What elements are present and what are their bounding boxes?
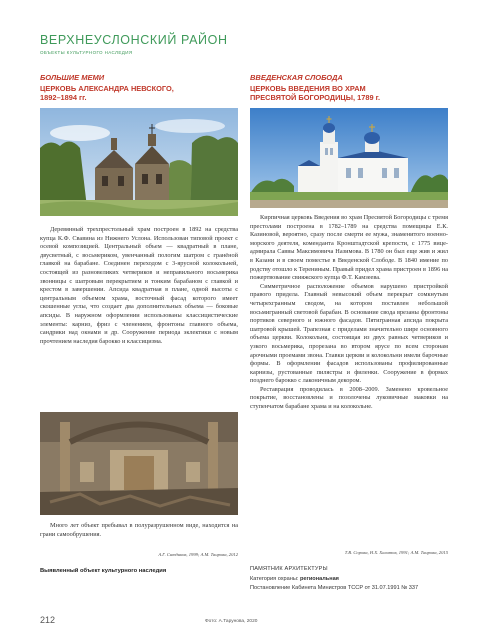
left-author-credit: А.Г. Ситдиков, 1999; А.М. Таирова, 2012 [158, 552, 238, 557]
monument-decree: Постановление Кабинета Министров ТССР от 31.07.1991 № 337 [250, 585, 419, 591]
section-title: ВЕРХНЕУСЛОНСКИЙ РАЙОН [40, 33, 228, 47]
heritage-status: Выявленный объект культурного наследия [40, 568, 167, 574]
section-subtitle: ОБЪЕКТЫ КУЛЬТУРНОГО НАСЛЕДИЯ [40, 50, 133, 55]
right-description [250, 214, 448, 412]
left-church-title-line2: 1892–1894 гг. [40, 93, 87, 102]
left-description-paragraph: Деревянный трехпрестольный храм построен в 1892 на средства купца К.Ф. Свавина из Нижнего Услона. Использован типовой проект с осевой композицией. Центральный объем — квадратный в плане, двусветный, с восьмериком, увенчанный пологим шатром с гранёной главкой на барабане. Соединен переходом с 3-ярусной колокольней, состоящей из разновеликих четвериков и неправильного восьмерика звонницы с шатровым перекрытием и тонким барабаном с главкой и крестом в завершении. Апсида квадратная в плане, одной высоты с центральным объемом храма, восточный фасад которого имеет скошенные углы, что создает два дополнительных объема — боковые апсиды. В наружном оформлении использованы классицистические элементы: карниз, фриз с членением, фронтоны главного объема, сандрики над окнами и др. Сооружение периода эклектики с новым прочтением наследия барокко и классицизма. [40, 226, 238, 345]
left-church-title [40, 84, 240, 102]
monument-category-value: региональная [300, 576, 339, 582]
left-caption-paragraph: Много лет объект пребывал в полуразрушенном виде, находится на грани самообрушения. [40, 522, 238, 538]
right-paragraph-1: Кирпичная церковь Введения во храм Пресвятой Богородицы с тремя престолами построена в 1782–1789 на средства помещицы Е.К. Казиновой, вероятно, сразу после смерти ее мужа, знаменитого военно-морского деятеля, коменданта Кронштадтской крепости, с 1775 вице-адмирала Саввы Максимовича Назимова. В 1780 он был еще жив и жил в Казани и в своем поместье в Введенской Слободе. В 1840 имение по родству отошло к Терениным. Правый придел храма пристроен в 1896 на пожертвование свияжского купца Ф.Т. Камзеева. [250, 214, 448, 282]
wooden-church-photo [40, 108, 238, 216]
right-paragraph-2: Симметричное расположение объемов нарушено пристройкой правого придела. Главный невысокий объем перекрыт сомкнутым четырехгранным сводом, на котором поставлен небольшой восьмигранный световой барабан. В основание свода врезаны фронтоны портиков северного и южного фасадов. Пятигранная апсида покрыта шатровой крышей. Трапезная с приделами значительно шире основного объема церкви. Колокольня, состоящая из двух равных четвериков и узкого восьмерика, прорезана во втором ярусе по всем сторонам арочными проемами звона. Главки церкви и колокольни имели барочные формы. В оформлении фасадов использованы профилированные карнизы, рустованные пилястры и филенки. Сооружение в формах позднего барокко с лаконичным декором. [250, 282, 448, 385]
page-number: 212 [40, 615, 56, 625]
right-church-title-line2: ПРЕСВЯТОЙ БОГОРОДИЦЫ, 1789 г. [250, 93, 381, 102]
monument-category [250, 576, 339, 582]
left-description [40, 226, 238, 346]
right-locality-heading: ВВЕДЕНСКАЯ СЛОБОДА [250, 73, 343, 82]
church-interior-photo [40, 412, 238, 515]
photo-credit: Фото: А.Тарунова, 2020 [205, 619, 258, 624]
left-locality-heading: БОЛЬШИЕ МЕМИ [40, 73, 105, 82]
right-church-title [250, 84, 450, 102]
right-author-credit: Т.В. Сорова, Н.Х. Халитов, 1991; А.М. Таирова, 2015 [344, 550, 448, 555]
left-photo-caption [40, 522, 238, 539]
left-church-title-line1: ЦЕРКОВЬ АЛЕКСАНДРА НЕВСКОГО, [40, 84, 174, 93]
monument-type-heading: ПАМЯТНИК АРХИТЕКТУРЫ [250, 566, 328, 572]
right-church-title-line1: ЦЕРКОВЬ ВВЕДЕНИЯ ВО ХРАМ [250, 84, 366, 93]
white-church-photo [250, 108, 448, 208]
right-paragraph-3: Реставрация проводилась в 2008–2009. Заменено кровельное покрытие, восстановлены и позолочены луковичные маковки на ступенчатом барабане храма и на колокольне. [250, 385, 448, 411]
monument-category-label: Категория охраны: [250, 576, 299, 582]
